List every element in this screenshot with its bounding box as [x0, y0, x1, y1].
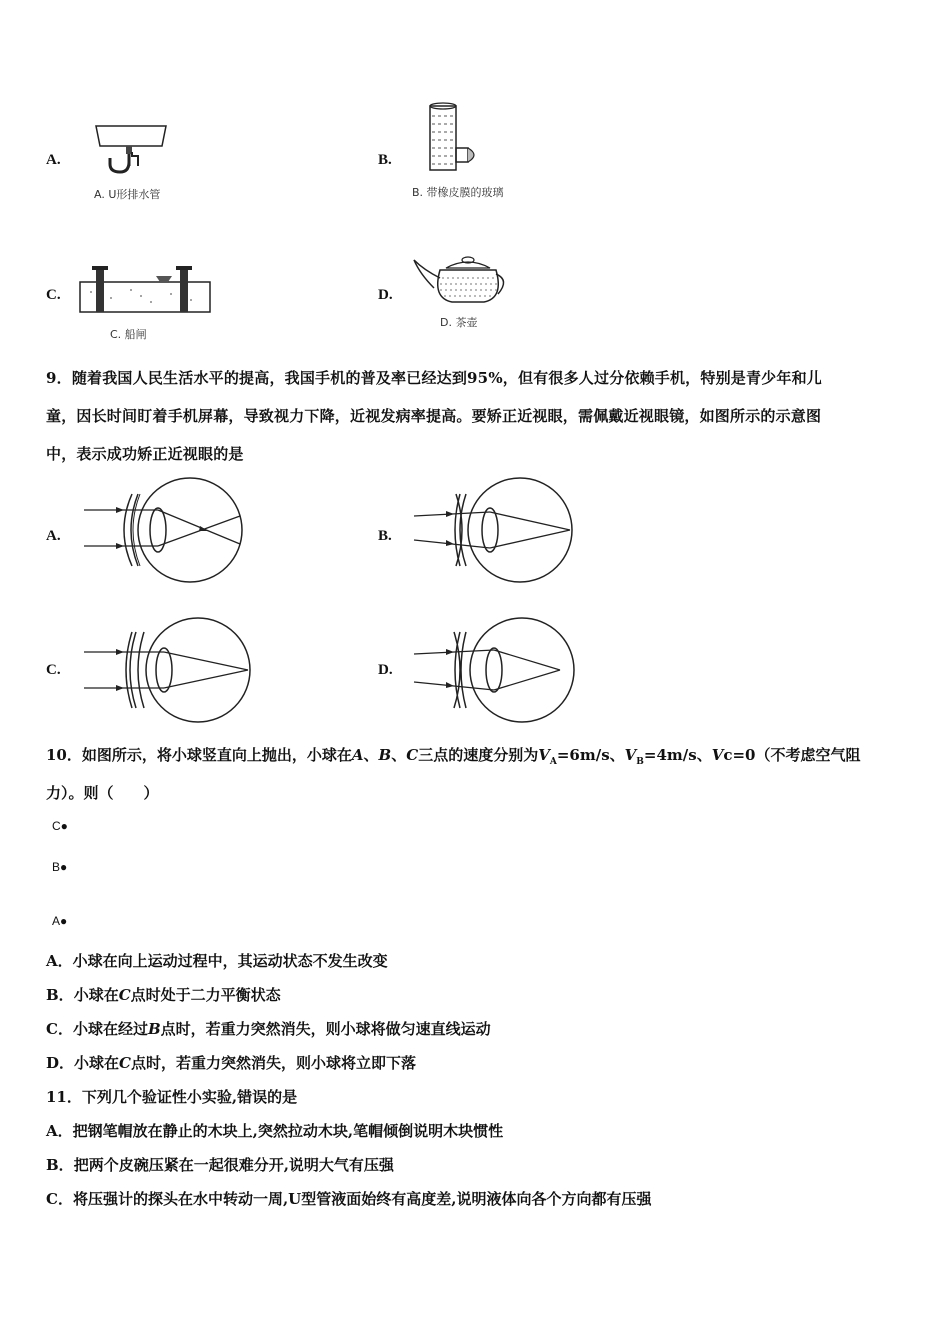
q8-option-a-label: A. — [46, 152, 61, 168]
q9-option-a-label: A. — [46, 528, 61, 544]
q10-choice-c: C．小球在经过B点时，若重力突然消失，则小球将做匀速直线运动 — [46, 1020, 491, 1038]
q8-option-b-label: B. — [378, 152, 392, 168]
q8-option-d-caption: D. 茶壶 — [440, 316, 478, 329]
q8-option-d-label: D. — [378, 287, 393, 303]
q8-option-b-caption: B. 带橡皮膜的玻璃 — [412, 186, 504, 199]
eye-diagram-d — [410, 618, 580, 724]
q10-choice-a: A．小球在向上运动过程中，其运动状态不发生改变 — [46, 952, 388, 970]
point-b: B — [378, 746, 392, 764]
q9-line-1: 9．随着我国人民生活水平的提高，我国手机的普及率已经达到95%，但有很多人过分依赖手机，特别是青少年和儿 — [46, 369, 822, 387]
q9-line-3: 中，表示成功矫正近视眼的是 — [46, 445, 244, 463]
teapot-figure — [410, 254, 510, 308]
velocity-b: V — [624, 746, 637, 764]
q9-option-c-label: C. — [46, 662, 61, 678]
glass-tube-membrane-figure — [420, 100, 490, 180]
q11-choice-a: A．把钢笔帽放在静止的木块上,突然拉动木块,笔帽倾倒说明木块惯性 — [46, 1122, 504, 1140]
point-a-marker: A● — [52, 914, 68, 928]
ship-lock-figure — [76, 262, 216, 322]
q9-question — [46, 359, 916, 473]
velocity-a: V — [538, 746, 550, 764]
point-c-marker: C● — [52, 819, 68, 833]
velocity-c: V — [711, 746, 724, 764]
q8-option-c-label: C. — [46, 287, 61, 303]
eye-diagram-a — [80, 478, 250, 584]
u-drain-pipe-figure — [92, 122, 172, 182]
q9-line-2: 童，因长时间盯着手机屏幕，导致视力下降，近视发病率提高。要矫正近视眼，需佩戴近视眼镜，如图所示的示意图 — [46, 407, 822, 425]
eye-diagram-c — [80, 618, 260, 724]
q11-title: 11．下列几个验证性小实验,错误的是 — [46, 1088, 298, 1106]
q8-option-c-caption: C. 船闸 — [110, 328, 147, 341]
eye-diagram-b — [410, 478, 580, 584]
point-a: A — [351, 746, 364, 764]
q10-line-1: 10．如图所示，将小球竖直向上抛出，小球在A、B、C三点的速度分别为$V_A=6m/s$、$V_B=4m/s$、Vc=0（不考虑空气阻 — [46, 746, 861, 767]
q9-option-d-label: D. — [378, 662, 393, 678]
q10-line-2: 力）。则（ ） — [46, 784, 159, 802]
q9-option-b-label: B. — [378, 528, 392, 544]
q11-choice-b: B．把两个皮碗压紧在一起很难分开,说明大气有压强 — [46, 1156, 394, 1174]
point-b-marker: B● — [52, 860, 68, 874]
point-c: C — [406, 746, 419, 764]
q8-option-a-caption: A. U形排水管 — [94, 188, 161, 201]
q10-choice-b: B．小球在C点时处于二力平衡状态 — [46, 986, 281, 1004]
q10-choice-d: D．小球在C点时，若重力突然消失，则小球将立即下落 — [46, 1054, 416, 1072]
q11-choice-c: C．将压强计的探头在水中转动一周,U型管液面始终有高度差,说明液体向各个方向都有压强 — [46, 1190, 652, 1208]
